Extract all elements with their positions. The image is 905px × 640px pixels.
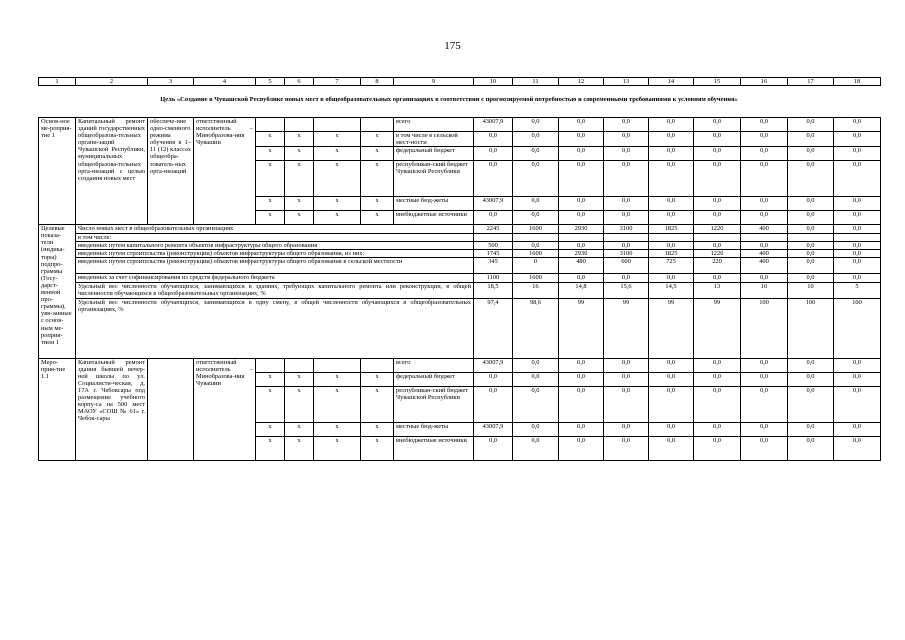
target-value: 99 xyxy=(649,298,694,358)
year-value: 0,0 xyxy=(788,132,834,147)
budget-code-cell: x xyxy=(256,161,285,197)
target-name: Удельный вес численности обучающихся, занимающихся в одну смену, в общей численности обучающихся в общеобразовательных организациях, % xyxy=(76,298,474,358)
budget-code-cell: x xyxy=(285,211,314,225)
budget-code-cell: x xyxy=(314,422,361,436)
funding-source: республикан-ский бюджет Чувашской Республики xyxy=(394,161,474,197)
funding-source: внебюджетные источники xyxy=(394,211,474,225)
year-value: 0,0 xyxy=(834,358,881,372)
year-value: 0,0 xyxy=(513,422,559,436)
target-name: Число новых мест в общеобразовательных организациях xyxy=(76,225,474,234)
year-value: 0,0 xyxy=(741,436,788,460)
year-value: 0,0 xyxy=(788,211,834,225)
main-event-goal: обеспече-ние одно-сменного режима обучения в 1–11 (12) классах общеобра-зователь-ных орга-низаций xyxy=(148,118,194,225)
budget-code-cell: x xyxy=(256,372,285,386)
target-value: 14,5 xyxy=(649,282,694,298)
funding-source: местные бюд-жеты xyxy=(394,197,474,211)
target-value: 1100 xyxy=(474,274,513,282)
budget-code-cell: x xyxy=(256,386,285,422)
budget-code-cell: x xyxy=(314,436,361,460)
year-value: 0,0 xyxy=(604,422,649,436)
target-value: 0,0 xyxy=(788,274,834,282)
year-value: 0,0 xyxy=(474,436,513,460)
budget-code-cell: x xyxy=(361,422,394,436)
budget-code-cell: x xyxy=(361,147,394,161)
year-value: 43007,9 xyxy=(474,422,513,436)
year-value: 0,0 xyxy=(834,161,881,197)
year-value: 0,0 xyxy=(649,161,694,197)
target-value: 1825 xyxy=(649,225,694,234)
target-value: 1220 xyxy=(694,225,741,234)
year-value: 0,0 xyxy=(513,161,559,197)
target-value: 99 xyxy=(694,298,741,358)
year-value: 0,0 xyxy=(649,211,694,225)
target-value: 1600 xyxy=(513,225,559,234)
year-value: 0,0 xyxy=(694,161,741,197)
column-number-16: 16 xyxy=(741,78,788,86)
year-value: 0,0 xyxy=(788,118,834,132)
budget-code-cell: x xyxy=(361,372,394,386)
year-value: 0,0 xyxy=(559,372,604,386)
target-name: Удельный вес численности обучающихся, занимающихся в зданиях, требующих капитального ремонта или реконструкции, в общей численности обучающихся в общеобразовательных организациях, % xyxy=(76,282,474,298)
budget-code-cell xyxy=(361,358,394,372)
year-value: 0,0 xyxy=(834,386,881,422)
year-value: 0,0 xyxy=(788,436,834,460)
year-value: 0,0 xyxy=(694,422,741,436)
year-value: 0,0 xyxy=(604,118,649,132)
year-value: 0,0 xyxy=(474,147,513,161)
year-value: 0,0 xyxy=(788,197,834,211)
budget-code-cell: x xyxy=(314,211,361,225)
year-value: 0,0 xyxy=(604,211,649,225)
year-value: 0,0 xyxy=(604,132,649,147)
target-row xyxy=(39,250,881,258)
year-value: 0,0 xyxy=(474,132,513,147)
year-value: 0,0 xyxy=(559,118,604,132)
target-value xyxy=(604,234,649,242)
target-value: 2930 xyxy=(559,225,604,234)
sub-event-row xyxy=(39,358,881,372)
budget-code-cell: x xyxy=(285,161,314,197)
year-value: 0,0 xyxy=(834,147,881,161)
funding-source: республикан-ский бюджет Чувашской Республики xyxy=(394,386,474,422)
target-name: введенных путем капитального ремонта объектов инфраструктуры общего образования xyxy=(76,242,474,250)
year-value: 0,0 xyxy=(741,132,788,147)
year-value: 43007,9 xyxy=(474,118,513,132)
year-value: 0,0 xyxy=(788,386,834,422)
column-number-17: 17 xyxy=(788,78,834,86)
year-value: 0,0 xyxy=(604,436,649,460)
column-number-5: 5 xyxy=(256,78,285,86)
year-value: 0,0 xyxy=(604,197,649,211)
year-value: 0,0 xyxy=(694,132,741,147)
target-value: 100 xyxy=(741,298,788,358)
budget-code-cell: x xyxy=(256,422,285,436)
funding-source: федеральный бюджет xyxy=(394,147,474,161)
year-value: 0,0 xyxy=(513,386,559,422)
budget-code-cell: x xyxy=(361,386,394,422)
target-value: 0,0 xyxy=(834,225,881,234)
column-number-10: 10 xyxy=(474,78,513,86)
year-value: 0,0 xyxy=(834,118,881,132)
target-value: 99 xyxy=(559,298,604,358)
target-value: 3100 xyxy=(604,225,649,234)
budget-code-cell: x xyxy=(256,211,285,225)
column-number-14: 14 xyxy=(649,78,694,86)
target-value: 13 xyxy=(694,282,741,298)
year-value: 0,0 xyxy=(513,211,559,225)
year-value: 0,0 xyxy=(559,436,604,460)
target-value: 1220 xyxy=(694,250,741,258)
year-value: 0,0 xyxy=(694,211,741,225)
year-value: 0,0 xyxy=(741,197,788,211)
year-value: 0,0 xyxy=(741,358,788,372)
year-value: 0,0 xyxy=(694,147,741,161)
sub-event-executor: ответственный исполнитель – Минобразова-ния Чувашии xyxy=(194,358,256,460)
year-value: 0,0 xyxy=(741,161,788,197)
year-value: 0,0 xyxy=(741,422,788,436)
budget-code-cell: x xyxy=(314,372,361,386)
year-value: 0,0 xyxy=(474,161,513,197)
target-value: 400 xyxy=(741,258,788,274)
year-value: 0,0 xyxy=(741,211,788,225)
budget-code-cell xyxy=(314,358,361,372)
year-value: 0,0 xyxy=(559,358,604,372)
target-value: 100 xyxy=(834,298,881,358)
target-value: 18,5 xyxy=(474,282,513,298)
column-number-11: 11 xyxy=(513,78,559,86)
budget-code-cell: x xyxy=(361,211,394,225)
funding-source: всего xyxy=(394,118,474,132)
target-value: 400 xyxy=(741,250,788,258)
year-value: 0,0 xyxy=(834,132,881,147)
target-value: 1745 xyxy=(474,250,513,258)
funding-source: в том числе в сельской мест-ности xyxy=(394,132,474,147)
year-value: 0,0 xyxy=(559,161,604,197)
year-value: 0,0 xyxy=(513,197,559,211)
target-row xyxy=(39,282,881,298)
year-value: 0,0 xyxy=(513,132,559,147)
column-number-2: 2 xyxy=(76,78,148,86)
column-number-8: 8 xyxy=(361,78,394,86)
target-value: 0,0 xyxy=(788,242,834,250)
budget-code-cell: x xyxy=(285,147,314,161)
year-value: 0,0 xyxy=(604,161,649,197)
target-row xyxy=(39,225,881,234)
year-value: 43007,9 xyxy=(474,197,513,211)
column-number-3: 3 xyxy=(148,78,194,86)
target-name: в том числе: xyxy=(76,234,474,242)
target-value: 0,0 xyxy=(604,274,649,282)
budget-code-cell: x xyxy=(285,422,314,436)
year-value: 0,0 xyxy=(649,386,694,422)
target-value: 100 xyxy=(788,298,834,358)
budget-code-cell: x xyxy=(285,436,314,460)
year-value: 0,0 xyxy=(559,147,604,161)
budget-code-cell: x xyxy=(361,436,394,460)
target-value: 1600 xyxy=(513,250,559,258)
target-value xyxy=(474,234,513,242)
year-value: 0,0 xyxy=(741,372,788,386)
column-number-15: 15 xyxy=(694,78,741,86)
target-value: 725 xyxy=(649,258,694,274)
target-value: 10 xyxy=(788,282,834,298)
target-value: 98,6 xyxy=(513,298,559,358)
year-value: 0,0 xyxy=(694,118,741,132)
year-value: 0,0 xyxy=(834,197,881,211)
funding-source: местные бюд-жеты xyxy=(394,422,474,436)
budget-code-cell xyxy=(256,118,285,132)
main-event-type: Основ-ное ме-роприя-тие 1 xyxy=(39,118,76,225)
target-value: 480 xyxy=(559,258,604,274)
target-row xyxy=(39,242,881,250)
target-value xyxy=(788,234,834,242)
column-number-13: 13 xyxy=(604,78,649,86)
budget-code-cell xyxy=(361,118,394,132)
target-value: 600 xyxy=(604,258,649,274)
target-value: 0,0 xyxy=(649,242,694,250)
target-value: 5 xyxy=(834,282,881,298)
year-value: 0,0 xyxy=(604,358,649,372)
year-value: 0,0 xyxy=(649,358,694,372)
target-value: 0,0 xyxy=(559,242,604,250)
sub-event-type: Меро-прия-тие 1.1 xyxy=(39,358,76,460)
year-value: 0,0 xyxy=(741,147,788,161)
year-value: 0,0 xyxy=(834,211,881,225)
column-number-6: 6 xyxy=(285,78,314,86)
target-value: 1600 xyxy=(513,274,559,282)
target-row xyxy=(39,234,881,242)
budget-code-cell xyxy=(256,358,285,372)
year-value: 0,0 xyxy=(649,132,694,147)
budget-code-cell: x xyxy=(256,147,285,161)
target-value: 3100 xyxy=(604,250,649,258)
funding-source: федеральный бюджет xyxy=(394,372,474,386)
target-value: 99 xyxy=(604,298,649,358)
target-name: введенных путем строительства (реконструкции) объектов инфраструктуры общего образования, из них: xyxy=(76,250,474,258)
year-value: 0,0 xyxy=(649,197,694,211)
column-number-7: 7 xyxy=(314,78,361,86)
target-value: 0,0 xyxy=(694,274,741,282)
budget-code-cell: x xyxy=(256,436,285,460)
target-value: 0 xyxy=(513,258,559,274)
target-value xyxy=(513,234,559,242)
target-value: 15,6 xyxy=(604,282,649,298)
year-value: 0,0 xyxy=(649,118,694,132)
budget-code-cell: x xyxy=(285,372,314,386)
page-number: 175 xyxy=(444,40,461,52)
year-value: 0,0 xyxy=(788,358,834,372)
target-value: 0,0 xyxy=(694,242,741,250)
target-value: 0,0 xyxy=(559,274,604,282)
target-value: 97,4 xyxy=(474,298,513,358)
year-value: 0,0 xyxy=(604,386,649,422)
target-row xyxy=(39,298,881,358)
target-value: 220 xyxy=(694,258,741,274)
target-value: 0,0 xyxy=(788,250,834,258)
year-value: 0,0 xyxy=(604,372,649,386)
year-value: 0,0 xyxy=(649,422,694,436)
target-value: 0,0 xyxy=(834,274,881,282)
year-value: 0,0 xyxy=(513,147,559,161)
year-value: 0,0 xyxy=(559,132,604,147)
main-event-name: Капитальный ремонт зданий государственных общеобразова-тельных органи-заций Чувашской Республики, муниципальных общеобразова-тельных орга-низаций с целью создания новых мест xyxy=(76,118,148,225)
year-value: 0,0 xyxy=(694,358,741,372)
target-value: 0,0 xyxy=(788,225,834,234)
targets-label: Целевые показа-тели (индика-торы) подпро-граммы (Госу-дарст-венной про-граммы), увя-занные с основ-ным ме-роприя-тием 1 xyxy=(39,225,76,358)
budget-code-cell: x xyxy=(285,132,314,147)
target-value: 0,0 xyxy=(834,242,881,250)
program-table xyxy=(38,117,881,461)
target-value: 0,0 xyxy=(788,258,834,274)
target-value: 0,0 xyxy=(649,274,694,282)
year-value: 0,0 xyxy=(694,197,741,211)
target-value: 2245 xyxy=(474,225,513,234)
budget-code-cell: x xyxy=(361,161,394,197)
year-value: 0,0 xyxy=(649,436,694,460)
year-value: 0,0 xyxy=(834,436,881,460)
target-value: 0,0 xyxy=(834,250,881,258)
target-value: 0,0 xyxy=(513,242,559,250)
target-value xyxy=(741,234,788,242)
funding-source: внебюджетные источники xyxy=(394,436,474,460)
target-row xyxy=(39,274,881,282)
year-value: 0,0 xyxy=(834,422,881,436)
budget-code-cell: x xyxy=(361,132,394,147)
year-value: 0,0 xyxy=(788,161,834,197)
year-value: 0,0 xyxy=(788,422,834,436)
column-number-1: 1 xyxy=(39,78,76,86)
year-value: 0,0 xyxy=(559,422,604,436)
budget-code-cell: x xyxy=(314,147,361,161)
year-value: 0,0 xyxy=(474,211,513,225)
target-value: 16 xyxy=(513,282,559,298)
target-value xyxy=(834,234,881,242)
target-value xyxy=(694,234,741,242)
budget-code-cell: x xyxy=(285,386,314,422)
column-number-12: 12 xyxy=(559,78,604,86)
year-value: 0,0 xyxy=(474,372,513,386)
sub-event-name: Капитальный ремонт здания бывшей вечер-ней школы по ул. Социалисти-ческая, д. 17А г. Чебоксары под размещение учебного корпу-са на 500 мест МАОУ «СОШ № 61» г. Чебок-сары xyxy=(76,358,148,460)
year-value: 43007,9 xyxy=(474,358,513,372)
column-number-4: 4 xyxy=(194,78,256,86)
budget-code-cell: x xyxy=(314,132,361,147)
budget-code-cell: x xyxy=(361,197,394,211)
target-row xyxy=(39,258,881,274)
target-value: 0,0 xyxy=(741,242,788,250)
budget-code-cell xyxy=(285,118,314,132)
column-number-18: 18 xyxy=(834,78,881,86)
year-value: 0,0 xyxy=(694,372,741,386)
year-value: 0,0 xyxy=(788,147,834,161)
year-value: 0,0 xyxy=(513,358,559,372)
budget-code-cell: x xyxy=(314,161,361,197)
goal-title: Цель «Создание в Чувашской Республике новых мест в общеобразовательных организациях в соответствии с прогнозируемой потребностью и современными требованиями к условиям обучения» xyxy=(160,96,738,103)
target-value xyxy=(649,234,694,242)
year-value: 0,0 xyxy=(649,147,694,161)
target-value: 14,8 xyxy=(559,282,604,298)
target-value: 0,0 xyxy=(834,258,881,274)
budget-code-cell xyxy=(314,118,361,132)
year-value: 0,0 xyxy=(788,372,834,386)
budget-code-cell: x xyxy=(256,197,285,211)
target-value: 0,0 xyxy=(604,242,649,250)
target-value: 500 xyxy=(474,242,513,250)
target-value: 2930 xyxy=(559,250,604,258)
year-value: 0,0 xyxy=(741,118,788,132)
main-event-row xyxy=(39,118,881,132)
target-name: введенных за счет софинансирования из средств федерального бюджета xyxy=(76,274,474,282)
target-value: 10 xyxy=(741,282,788,298)
year-value: 0,0 xyxy=(834,372,881,386)
year-value: 0,0 xyxy=(474,386,513,422)
target-value: 400 xyxy=(741,225,788,234)
column-number-9: 9 xyxy=(394,78,474,86)
year-value: 0,0 xyxy=(513,372,559,386)
target-value xyxy=(559,234,604,242)
column-number-header xyxy=(38,77,881,86)
budget-code-cell: x xyxy=(314,197,361,211)
year-value: 0,0 xyxy=(513,118,559,132)
year-value: 0,0 xyxy=(741,386,788,422)
budget-code-cell: x xyxy=(314,386,361,422)
target-value: 1825 xyxy=(649,250,694,258)
target-value: 345 xyxy=(474,258,513,274)
year-value: 0,0 xyxy=(559,197,604,211)
year-value: 0,0 xyxy=(604,147,649,161)
main-event-executor: ответственный исполнитель – Минобразова-ния Чувашии xyxy=(194,118,256,225)
year-value: 0,0 xyxy=(649,372,694,386)
budget-code-cell: x xyxy=(256,132,285,147)
budget-code-cell: x xyxy=(285,197,314,211)
sub-event-goal xyxy=(148,358,194,460)
year-value: 0,0 xyxy=(694,386,741,422)
budget-code-cell xyxy=(285,358,314,372)
year-value: 0,0 xyxy=(694,436,741,460)
target-name: введенных путем строительства (реконструкции) объектов инфраструктуры общего образования в сельской местности xyxy=(76,258,474,274)
year-value: 0,0 xyxy=(559,386,604,422)
target-value: 0,0 xyxy=(741,274,788,282)
funding-source: всего xyxy=(394,358,474,372)
year-value: 0,0 xyxy=(559,211,604,225)
year-value: 0,0 xyxy=(513,436,559,460)
